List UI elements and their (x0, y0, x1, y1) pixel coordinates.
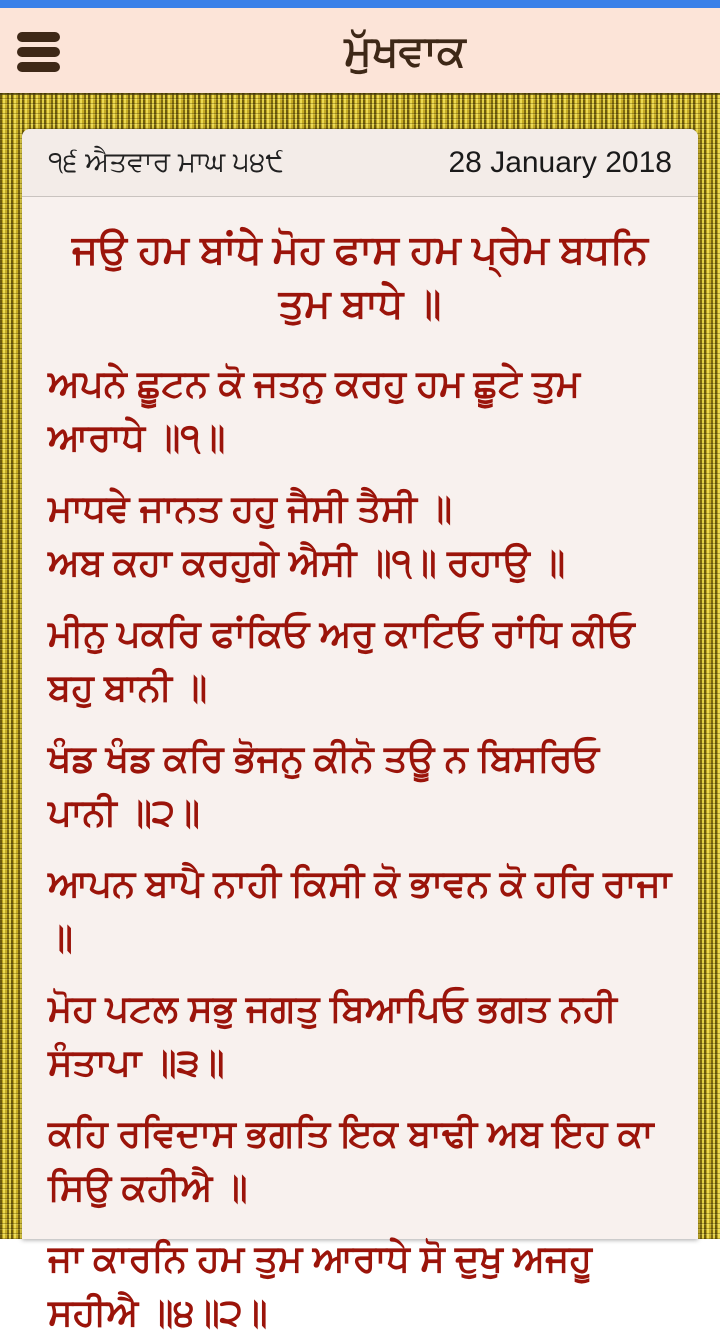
shabad-line: ਅਬ ਕਹਾ ਕਰਹੁਗੇ ਐਸੀ ॥੧॥ ਰਹਾਉ ॥ (48, 542, 566, 583)
date-bar (22, 129, 698, 197)
gregorian-date: 28 January 2018 (448, 145, 672, 179)
gold-tinsel-frame (0, 93, 720, 1333)
shabad-line: ਮੋਹ ਪਟਲ ਸਭੁ ਜਗਤੁ ਬਿਆਪਿਓ ਭਗਤ ਨਹੀ ਸੰਤਾਪਾ ॥੩॥ (48, 988, 617, 1083)
shabad-text-area[interactable] (22, 197, 698, 1340)
shabad-line: ਆਪਨ ਬਾਪੈ ਨਾਹੀ ਕਿਸੀ ਕੋ ਭਾਵਨ ਕੋ ਹਰਿ ਰਾਜਾ ॥ (48, 863, 672, 958)
shabad-line: ਮੀਨੁ ਪਕਰਿ ਫਾਂਕਿਓ ਅਰੁ ਕਾਟਿਓ ਰਾਂਧਿ ਕੀਓ ਬਹੁ ਬਾਨੀ ॥ (48, 613, 635, 708)
shabad-line: ਅਪਨੇ ਛੂਟਨ ਕੋ ਜਤਨੁ ਕਰਹੁ ਹਮ ਛੂਟੇ ਤੁਮ ਆਰਾਧੇ ॥੧॥ (48, 363, 581, 458)
shabad-line: ਕਹਿ ਰਵਿਦਾਸ ਭਗਤਿ ਇਕ ਬਾਢੀ ਅਬ ਇਹ ਕਾ ਸਿਉ ਕਹੀਐ ॥ (48, 1113, 654, 1208)
shabad-heading: ਜਉ ਹਮ ਬਾਂਧੇ ਮੋਹ ਫਾਸ ਹਮ ਪ੍ਰੇਮ ਬਧਨਿ ਤੁਮ ਬਾਧੇ ॥ (71, 228, 649, 326)
shabad-line: ਮਾਧਵੇ ਜਾਨਤ ਹਹੁ ਜੈਸੀ ਤੈਸੀ ॥ (48, 488, 453, 529)
page-title: ਮੁੱਖਵਾਕ (344, 27, 466, 74)
shabad-line: ਖੰਡ ਖੰਡ ਕਰਿ ਭੋਜਨੁ ਕੀਨੋ ਤਊ ਨ ਬਿਸਰਿਓ ਪਾਨੀ ॥੨॥ (48, 738, 600, 833)
hamburger-menu-button[interactable] (17, 32, 61, 72)
shabad-line: ਜਾ ਕਾਰਨਿ ਹਮ ਤੁਮ ਆਰਾਧੇ ਸੋ ਦੁਖੁ ਅਜਹੂ ਸਹੀਐ ॥੪॥੨॥ (48, 1238, 592, 1333)
hamburger-icon (17, 32, 60, 42)
nanakshahi-date: ੧੬ ਐਤਵਾਰ ਮਾਘ ੫੪੯ (48, 146, 284, 177)
shabad-lines (48, 357, 672, 1340)
hukamnama-card[interactable] (22, 129, 698, 1333)
status-bar (0, 0, 720, 8)
app-header (0, 8, 720, 93)
